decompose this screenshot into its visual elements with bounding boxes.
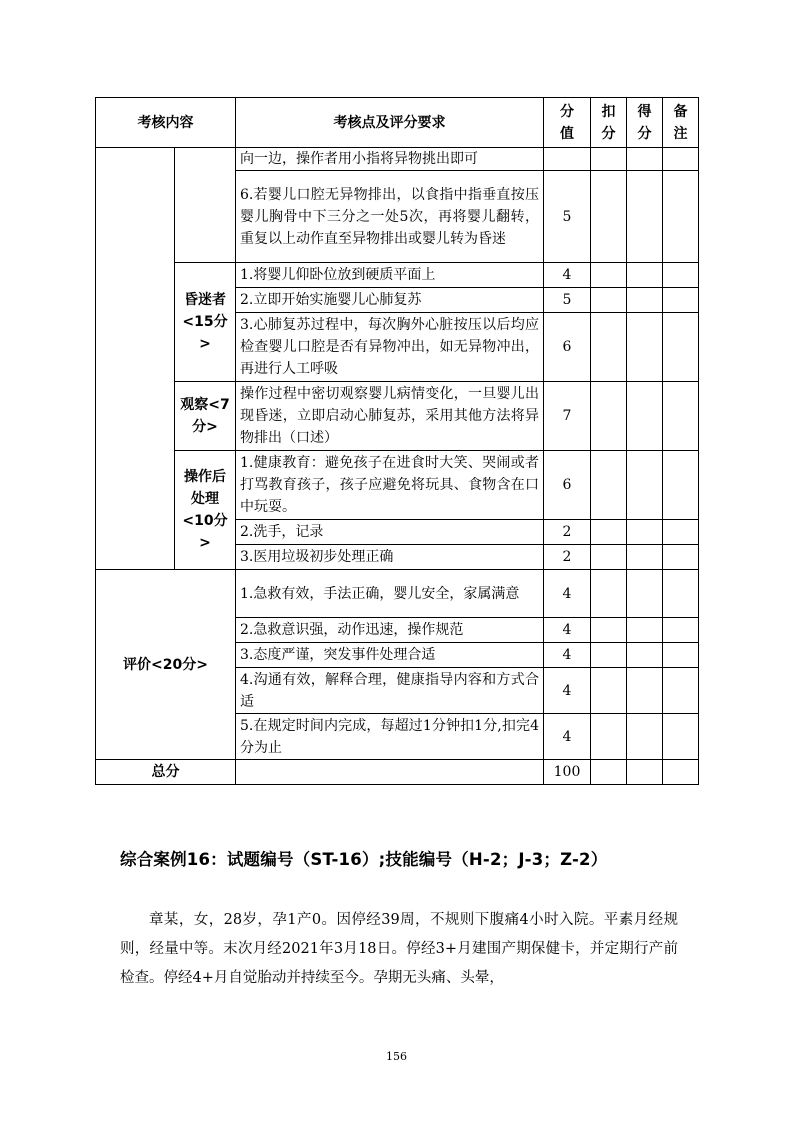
- remark-cell: [663, 570, 699, 618]
- score-cell: 4: [544, 618, 591, 643]
- assessment-table: [95, 97, 699, 785]
- score-cell: 4: [544, 643, 591, 668]
- score-cell: 4: [544, 714, 591, 760]
- requirement-cell: 4.沟通有效，解释合理，健康指导内容和方式合适: [236, 668, 544, 714]
- deduct-cell: [591, 714, 627, 760]
- gain-cell: [627, 288, 663, 313]
- score-cell: 5: [544, 171, 591, 263]
- gain-cell: [627, 545, 663, 570]
- total-label: 总分: [96, 760, 236, 785]
- gain-cell: [627, 643, 663, 668]
- table-row: [96, 451, 699, 520]
- deduct-cell: [591, 668, 627, 714]
- table-row: [96, 570, 699, 618]
- gain-cell: [627, 313, 663, 382]
- requirement-cell: 1.健康教育：避免孩子在进食时大笑、哭闹或者打骂教育孩子，孩子应避免将玩具、食物含在口中玩耍。: [236, 451, 544, 520]
- deduct-cell: [591, 760, 627, 785]
- remark-cell: [663, 520, 699, 545]
- score-cell: 2: [544, 520, 591, 545]
- case-paragraph: 章某，女，28岁，孕1产0。因停经39周，不规则下腹痛4小时入院。平素月经规则，经量中等。末次月经2021年3月18日。停经3+月建围产期保健卡，并定期行产前检查。停经4+月自觉胎动并持续至今。孕期无头痛、头晕，: [120, 912, 678, 986]
- deduct-cell: [591, 313, 627, 382]
- table-row: [96, 382, 699, 451]
- table-row: [96, 148, 699, 171]
- remark-cell: [663, 382, 699, 451]
- requirement-cell: 2.立即开始实施婴儿心肺复苏: [236, 288, 544, 313]
- total-score: 100: [544, 760, 591, 785]
- score-cell: 4: [544, 668, 591, 714]
- remark-cell: [663, 313, 699, 382]
- score-cell: [544, 148, 591, 171]
- requirement-cell: 操作过程中密切观察婴儿病情变化，一旦婴儿出现昏迷，立即启动心肺复苏，采用其他方法将异物排出（口述）: [236, 382, 544, 451]
- gain-cell: [627, 570, 663, 618]
- total-empty-cell: [236, 760, 544, 785]
- score-cell: 4: [544, 263, 591, 288]
- requirement-cell: 3.心肺复苏过程中，每次胸外心脏按压以后均应检查婴儿口腔是否有异物冲出，如无异物冲出，再进行人工呼吸: [236, 313, 544, 382]
- requirement-cell: 2.洗手，记录: [236, 520, 544, 545]
- requirement-cell: 3.医用垃圾初步处理正确: [236, 545, 544, 570]
- subsection-coma: 昏迷者<15分>: [175, 263, 236, 382]
- section-eval: 评价<20分>: [96, 570, 236, 760]
- deduct-cell: [591, 148, 627, 171]
- deduct-cell: [591, 451, 627, 520]
- gain-cell: [627, 148, 663, 171]
- header-gain: 得 分: [627, 98, 663, 148]
- requirement-cell: 5.在规定时间内完成，每超过1分钟扣1分,扣完4分为止: [236, 714, 544, 760]
- score-cell: 5: [544, 288, 591, 313]
- deduct-cell: [591, 171, 627, 263]
- gain-cell: [627, 171, 663, 263]
- score-cell: 6: [544, 313, 591, 382]
- score-cell: 6: [544, 451, 591, 520]
- remark-cell: [663, 148, 699, 171]
- section-cell-continued: [96, 148, 175, 570]
- page-number: 156: [386, 1050, 407, 1063]
- header-score: 分 值: [544, 98, 591, 148]
- requirement-cell: 1.急救有效，手法正确，婴儿安全，家属满意: [236, 570, 544, 618]
- requirement-cell: 2.急救意识强，动作迅速，操作规范: [236, 618, 544, 643]
- requirement-cell: 3.态度严谨，突发事件处理合适: [236, 643, 544, 668]
- remark-cell: [663, 288, 699, 313]
- remark-cell: [663, 545, 699, 570]
- requirement-cell: 向一边，操作者用小指将异物挑出即可: [236, 148, 544, 171]
- header-content: 考核内容: [96, 98, 236, 148]
- score-cell: 7: [544, 382, 591, 451]
- deduct-cell: [591, 643, 627, 668]
- deduct-cell: [591, 618, 627, 643]
- subsection-cell-continued: [175, 148, 236, 263]
- requirement-cell: 6.若婴儿口腔无异物排出，以食指中指垂直按压婴儿胸骨中下三分之一处5次，再将婴儿翻转，重复以上动作直至异物排出或婴儿转为昏迷: [236, 171, 544, 263]
- gain-cell: [627, 714, 663, 760]
- gain-cell: [627, 263, 663, 288]
- subsection-post: 操作后处理<10分>: [175, 451, 236, 570]
- header-requirements: 考核点及评分要求: [236, 98, 544, 148]
- subsection-observe: 观察<7分>: [175, 382, 236, 451]
- remark-cell: [663, 171, 699, 263]
- deduct-cell: [591, 263, 627, 288]
- gain-cell: [627, 668, 663, 714]
- deduct-cell: [591, 288, 627, 313]
- table-header-row: [96, 98, 699, 148]
- deduct-cell: [591, 520, 627, 545]
- deduct-cell: [591, 382, 627, 451]
- requirement-cell: 1.将婴儿仰卧位放到硬质平面上: [236, 263, 544, 288]
- deduct-cell: [591, 545, 627, 570]
- remark-cell: [663, 263, 699, 288]
- header-remark: 备 注: [663, 98, 699, 148]
- table-row: [96, 263, 699, 288]
- case-title: 综合案例16：试题编号（ST-16）;技能编号（H-2；J-3；Z-2）: [120, 850, 608, 869]
- gain-cell: [627, 618, 663, 643]
- remark-cell: [663, 760, 699, 785]
- remark-cell: [663, 643, 699, 668]
- remark-cell: [663, 451, 699, 520]
- remark-cell: [663, 668, 699, 714]
- gain-cell: [627, 382, 663, 451]
- remark-cell: [663, 618, 699, 643]
- gain-cell: [627, 520, 663, 545]
- remark-cell: [663, 714, 699, 760]
- score-cell: 4: [544, 570, 591, 618]
- gain-cell: [627, 760, 663, 785]
- score-cell: 2: [544, 545, 591, 570]
- gain-cell: [627, 451, 663, 520]
- deduct-cell: [591, 570, 627, 618]
- total-row: [96, 760, 699, 785]
- header-deduct: 扣 分: [591, 98, 627, 148]
